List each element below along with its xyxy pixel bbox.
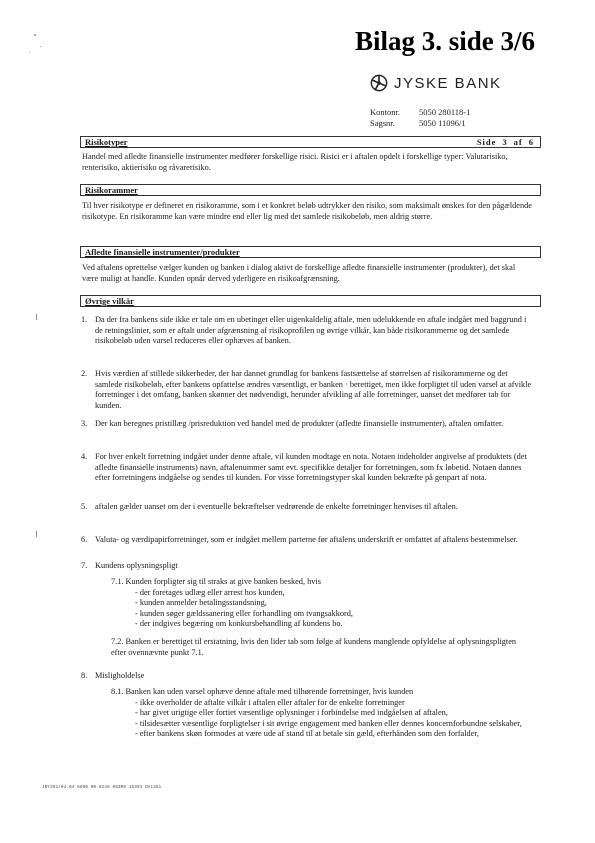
page-total: 6 <box>528 137 534 147</box>
subsection-7-1 <box>111 577 531 630</box>
dash-item: - der indgives begæring om konkursbehandling af kundens bo. <box>135 619 343 629</box>
margin-mark <box>36 531 37 537</box>
scan-speck <box>34 34 36 36</box>
list-item <box>72 671 532 682</box>
item-number: 6. <box>81 535 88 544</box>
list-item <box>72 502 532 513</box>
kontonr-label: Kontonr. <box>370 107 400 117</box>
sagsnr-value: 5050 11096/1 <box>419 118 466 128</box>
section-title: Risikotyper <box>85 137 128 147</box>
subsection-head: 7.1. Kunden forpligter sig til straks at give banken besked, hvis <box>111 577 321 586</box>
item-number: 2. <box>81 369 88 378</box>
item-text: For hver enkelt forretning indgået under denne aftale, vil kunden modtage en nota. Notaen indeholder angivelse af produktets (det afledte finansielle instruments) navn, aftalenummer samt evt. specifikke detaljer for forretningen, som fx løbetid. Notaen dannes efter forretningens indgåelse og sendes til kunden. For visse forretningstyper skal kunden bekræfte på genpart af nota. <box>95 452 527 483</box>
dash-item: - kunden søger gældssanering eller forhandling om tvangsakkord, <box>135 608 353 618</box>
list-item <box>72 452 532 484</box>
section-title: Risikorammer <box>85 185 138 195</box>
sagsnr-label: Sagsnr. <box>370 118 395 128</box>
bank-name: JYSKE BANK <box>394 74 502 92</box>
subsection-text: 7.2. Banken er berettiget til erstatning, hvis den lider tab som følge af kundens manglende opfyldelse af oplysningspligten efter ovennævnte punkt 7.1. <box>111 637 517 657</box>
item-number: 8. <box>81 671 88 680</box>
item-number: 7. <box>81 561 88 570</box>
section-header-oevrige <box>80 295 541 307</box>
dash-item: - efter bankens skøn formodes at være ude af stand til at betale sin gæld, efterhånden som den forfalder, <box>135 729 479 739</box>
section-title: Afledte finansielle instrumenter/produkter <box>85 247 240 257</box>
dash-list <box>135 588 531 630</box>
subsection-8-1 <box>111 687 531 740</box>
section-text-afledte: Ved aftalens oprettelse vælger kunden og banken i dialog aktivt de forskellige afledte finansielle instrumenter (produkter), det skal være muligt at handle. Kunden opnår derved yderligere en risikoafgrænsning. <box>82 263 516 283</box>
page-indicator <box>471 137 534 147</box>
margin-mark <box>36 314 37 320</box>
bilag-stamp: Bilag 3. side 3/6 <box>355 26 536 56</box>
section-header-risikorammer <box>80 184 541 196</box>
jyske-bank-emblem-icon <box>370 74 388 92</box>
list-item <box>72 315 532 347</box>
page-number: 3 <box>502 137 508 147</box>
subsection-7-2 <box>111 637 531 658</box>
item-number: 5. <box>81 502 88 511</box>
dash-item: - ikke overholder de aftalte vilkår i aftalen eller aftaler for de enkelte forretninger <box>135 697 405 707</box>
section-title: Øvrige vilkår <box>85 296 134 306</box>
subsection-head: 8.1. Banken kan uden varsel ophæve denne aftale med tilhørende forretninger, hvis kunden <box>111 687 414 696</box>
item-text: Valuta- og værdipapirforretninger, som er indgået mellem parterne før aftalens underskrift er omfattet af aftalens bestemmelser. <box>95 535 518 544</box>
list-item <box>72 419 532 430</box>
list-item <box>72 561 532 572</box>
item-text: Der kan beregnes pristillæg /prisreduktion ved handel med de produkter (afledte finansielle instrumenter), aftalen omfatter. <box>95 419 504 428</box>
section-header-afledte <box>80 246 541 258</box>
form-footer-code: JBY301/04.04 5050 00 8240 08ZM8 15394 DA1351 <box>42 786 162 790</box>
section-header-risikotyper <box>80 136 541 148</box>
section-text-risikotyper: Handel med afledte finansielle instrumenter medfører forskellige risici. Risici er i aftalen opdelt i forskellige typer: Valutarisiko, renterisiko, aktierisiko og råvarerisiko. <box>82 152 508 172</box>
account-meta <box>370 107 470 129</box>
dash-item: - kunden anmelder betalingsstandsning, <box>135 598 267 608</box>
item-number: 4. <box>81 452 88 461</box>
section-text-risikorammer: Til hver risikotype er defineret en risikoramme, som i et konkret beløb udtrykker den risiko, som maksimalt ønskes for den pågældende risikotype. En risikoramme kan være mindre end eller lig med det samlede risikobeløb, men aldrig større. <box>82 201 532 221</box>
item-text: Da der fra bankens side ikke er tale om en ubetinget eller uigenkaldelig aftale, men udelukkende en aftale indgået med baggrund i de retningslinier, som er aftalt under afgrænsning af risikoprofilen og øvrige vilkår, kan både risikorammerne og det samlede risikobeløb uden varsel reduceres eller ophæves af banken. <box>95 315 527 346</box>
item-text: Kundens oplysningspligt <box>95 561 178 570</box>
item-number: 1. <box>81 315 88 324</box>
scan-speck <box>40 46 41 47</box>
list-item <box>72 369 532 411</box>
dash-item: - der foretages udlæg eller arrest hos kunden, <box>135 587 285 597</box>
item-text: Hvis værdien af stillede sikkerheder, der har dannet grundlag for bankens fastsættelse af størrelsen af risikorammerne og det samlede risikobeløb, efter bankens opfattelse ændres væsentligt, er banken · berettiget, men ikke forpligtet til uden varsel at afvikle forretninger i det omfang, banken skønner det nødvendigt, herunder afvikling af alle forretninger, uanset det medfører tab for kunden. <box>95 369 532 410</box>
page-label: Side <box>476 137 497 147</box>
dash-item: - har givet urigtige eller fortiet væsentlige oplysninger i forbindelse med indgåelsen af aftalen, <box>135 708 448 718</box>
item-text: Misligholdelse <box>95 671 145 680</box>
dash-list <box>135 698 531 740</box>
kontonr-value: 5050 280118-1 <box>419 107 471 117</box>
dash-item: - tilsidesætter væsentlige forpligtelser i sit øvrige engagement med banken eller dennes koncernforbundne selskaber, <box>135 718 522 728</box>
scan-speck <box>29 52 30 53</box>
bank-logo <box>370 74 502 92</box>
item-text: aftalen gælder uanset om der i eventuelle bekræftelser vedrørende de enkelte forretninger henvises til aftalen. <box>95 502 458 511</box>
page-of: af <box>513 137 523 147</box>
list-item <box>72 535 532 546</box>
item-number: 3. <box>81 419 88 428</box>
